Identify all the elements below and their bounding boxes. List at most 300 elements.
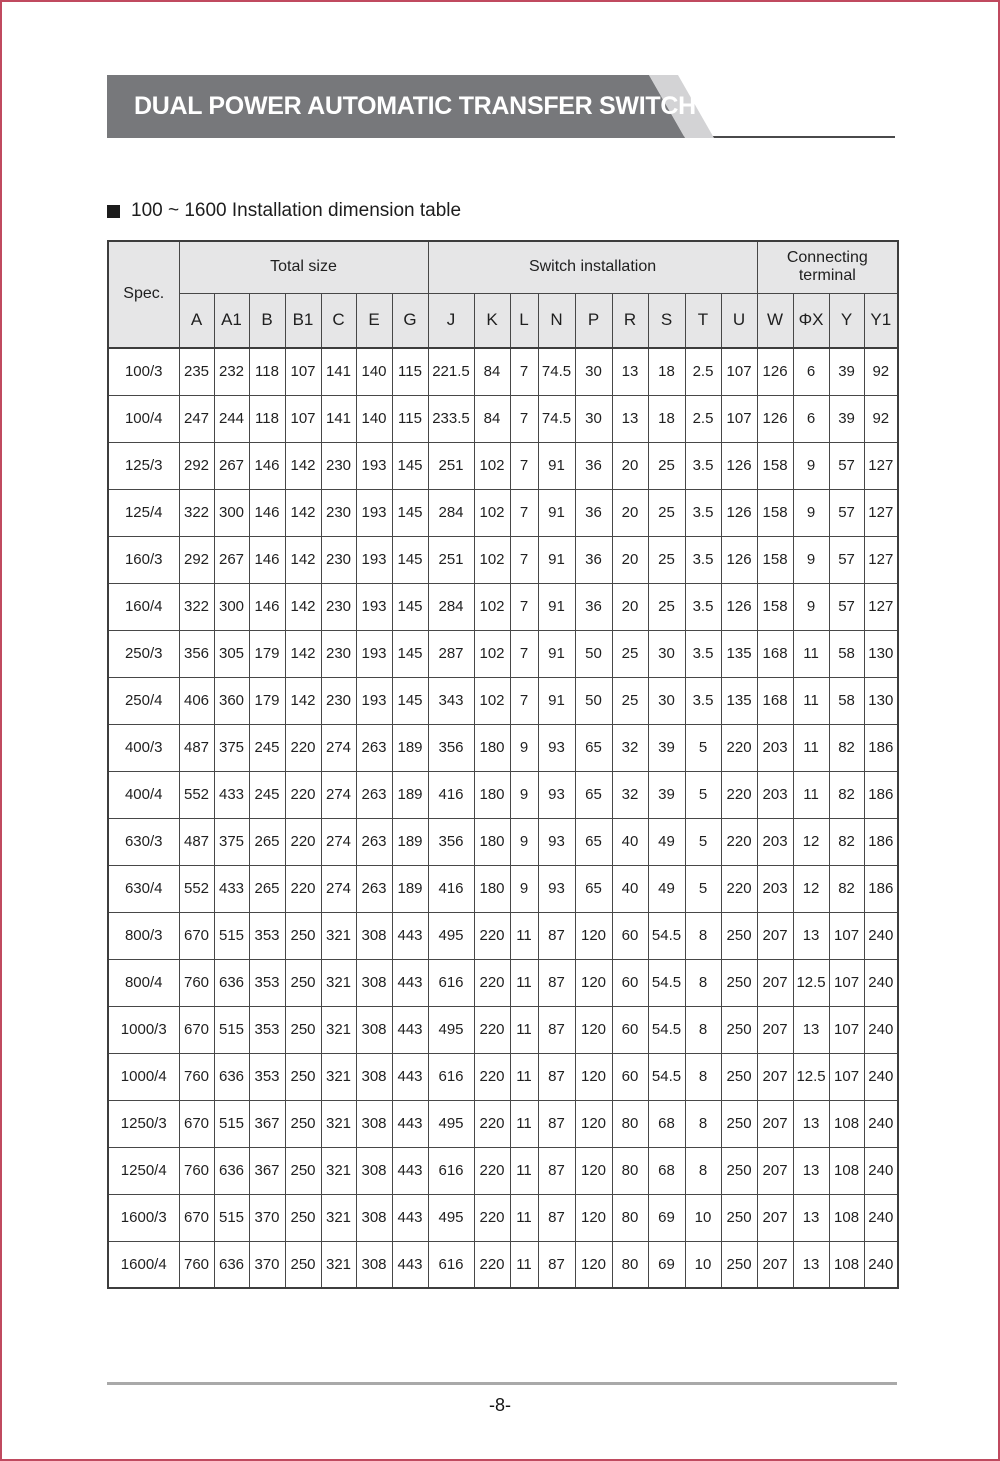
dimension-cell: 65 [575, 865, 612, 912]
spec-cell: 125/4 [108, 489, 179, 536]
dimension-cell: 179 [249, 677, 285, 724]
spec-cell: 100/3 [108, 348, 179, 395]
dimension-cell: 87 [538, 1053, 575, 1100]
dimension-cell: 30 [575, 348, 612, 395]
dimension-cell: 616 [428, 1053, 474, 1100]
dimension-cell: 300 [214, 583, 249, 630]
dimension-cell: 180 [474, 771, 510, 818]
column-header-φx: ΦX [793, 293, 829, 348]
dimension-cell: 250 [285, 1053, 321, 1100]
dimension-cell: 120 [575, 1194, 612, 1241]
dimension-cell: 250 [285, 1147, 321, 1194]
dimension-cell: 11 [793, 771, 829, 818]
column-header-k: K [474, 293, 510, 348]
table-row [108, 677, 898, 724]
dimension-cell: 321 [321, 1100, 356, 1147]
spec-cell: 160/4 [108, 583, 179, 630]
column-header-t: T [685, 293, 721, 348]
dimension-cell: 54.5 [648, 1053, 685, 1100]
dimension-cell: 203 [757, 724, 793, 771]
dimension-cell: 353 [249, 959, 285, 1006]
dimension-cell: 87 [538, 1006, 575, 1053]
dimension-cell: 274 [321, 771, 356, 818]
dimension-cell: 207 [757, 1241, 793, 1288]
table-header [108, 241, 898, 348]
dimension-cell: 91 [538, 442, 575, 489]
dimension-cell: 25 [612, 630, 648, 677]
spec-cell: 250/4 [108, 677, 179, 724]
dimension-cell: 308 [356, 1100, 392, 1147]
dimension-cell: 65 [575, 771, 612, 818]
dimension-cell: 235 [179, 348, 214, 395]
dimension-cell: 13 [793, 1194, 829, 1241]
dimension-cell: 2.5 [685, 348, 721, 395]
dimension-cell: 230 [321, 583, 356, 630]
installation-dimension-table [107, 240, 899, 1289]
dimension-cell: 220 [285, 865, 321, 912]
spec-cell: 400/3 [108, 724, 179, 771]
dimension-cell: 443 [392, 1100, 428, 1147]
dimension-cell: 126 [721, 489, 757, 536]
dimension-cell: 250 [721, 1241, 757, 1288]
dimension-cell: 6 [793, 395, 829, 442]
dimension-cell: 321 [321, 1006, 356, 1053]
dimension-cell: 3.5 [685, 630, 721, 677]
dimension-cell: 87 [538, 959, 575, 1006]
dimension-cell: 9 [510, 865, 538, 912]
dimension-cell: 416 [428, 771, 474, 818]
dimension-cell: 321 [321, 959, 356, 1006]
dimension-cell: 250 [285, 1194, 321, 1241]
dimension-cell: 11 [510, 1100, 538, 1147]
dimension-cell: 220 [474, 959, 510, 1006]
dimension-cell: 356 [179, 630, 214, 677]
column-header-l: L [510, 293, 538, 348]
dimension-cell: 32 [612, 771, 648, 818]
dimension-cell: 142 [285, 489, 321, 536]
dimension-cell: 118 [249, 348, 285, 395]
dimension-cell: 58 [829, 677, 864, 724]
dimension-cell: 274 [321, 865, 356, 912]
dimension-cell: 140 [356, 348, 392, 395]
dimension-cell: 353 [249, 1053, 285, 1100]
dimension-cell: 7 [510, 583, 538, 630]
dimension-cell: 636 [214, 1241, 249, 1288]
column-group-header-switch-installation: Switch installation [428, 241, 757, 293]
dimension-cell: 265 [249, 865, 285, 912]
dimension-cell: 87 [538, 912, 575, 959]
dimension-cell: 12.5 [793, 1053, 829, 1100]
dimension-cell: 193 [356, 677, 392, 724]
dimension-cell: 356 [428, 818, 474, 865]
dimension-cell: 36 [575, 489, 612, 536]
column-header-a1: A1 [214, 293, 249, 348]
table-row [108, 1241, 898, 1288]
column-header-b: B [249, 293, 285, 348]
dimension-cell: 7 [510, 677, 538, 724]
dimension-cell: 11 [510, 1241, 538, 1288]
dimension-cell: 180 [474, 818, 510, 865]
dimension-cell: 39 [829, 395, 864, 442]
dimension-cell: 443 [392, 1053, 428, 1100]
spec-cell: 800/4 [108, 959, 179, 1006]
dimension-cell: 9 [510, 818, 538, 865]
dimension-cell: 91 [538, 583, 575, 630]
dimension-cell: 443 [392, 1241, 428, 1288]
section-title: 100 ~ 1600 Installation dimension table [131, 200, 462, 221]
spec-cell: 1000/3 [108, 1006, 179, 1053]
dimension-cell: 13 [612, 348, 648, 395]
dimension-cell: 230 [321, 677, 356, 724]
dimension-cell: 321 [321, 1053, 356, 1100]
dimension-cell: 433 [214, 771, 249, 818]
column-header-s: S [648, 293, 685, 348]
dimension-cell: 102 [474, 536, 510, 583]
dimension-cell: 54.5 [648, 912, 685, 959]
dimension-cell: 141 [321, 395, 356, 442]
table-row [108, 1006, 898, 1053]
dimension-cell: 186 [864, 865, 898, 912]
dimension-cell: 220 [721, 771, 757, 818]
dimension-cell: 11 [793, 677, 829, 724]
dimension-cell: 636 [214, 1053, 249, 1100]
spec-cell: 1600/3 [108, 1194, 179, 1241]
dimension-cell: 92 [864, 348, 898, 395]
dimension-cell: 145 [392, 442, 428, 489]
dimension-cell: 515 [214, 1006, 249, 1053]
dimension-cell: 49 [648, 865, 685, 912]
dimension-cell: 32 [612, 724, 648, 771]
dimension-cell: 68 [648, 1147, 685, 1194]
dimension-cell: 40 [612, 818, 648, 865]
dimension-cell: 250 [721, 959, 757, 1006]
dimension-cell: 308 [356, 1006, 392, 1053]
dimension-cell: 91 [538, 489, 575, 536]
dimension-cell: 321 [321, 912, 356, 959]
dimension-cell: 220 [474, 1053, 510, 1100]
dimension-cell: 193 [356, 442, 392, 489]
dimension-cell: 220 [285, 771, 321, 818]
dimension-cell: 189 [392, 771, 428, 818]
dimension-cell: 189 [392, 865, 428, 912]
dimension-cell: 20 [612, 442, 648, 489]
dimension-cell: 240 [864, 1006, 898, 1053]
dimension-cell: 13 [793, 1147, 829, 1194]
dimension-cell: 65 [575, 724, 612, 771]
dimension-cell: 145 [392, 536, 428, 583]
dimension-cell: 93 [538, 771, 575, 818]
dimension-cell: 443 [392, 1147, 428, 1194]
dimension-cell: 39 [829, 348, 864, 395]
dimension-cell: 8 [685, 959, 721, 1006]
dimension-cell: 127 [864, 536, 898, 583]
dimension-cell: 322 [179, 489, 214, 536]
dimension-cell: 18 [648, 395, 685, 442]
dimension-cell: 250 [285, 912, 321, 959]
dimension-cell: 120 [575, 1006, 612, 1053]
dimension-cell: 13 [793, 1006, 829, 1053]
dimension-cell: 74.5 [538, 395, 575, 442]
dimension-cell: 142 [285, 583, 321, 630]
dimension-cell: 300 [214, 489, 249, 536]
dimension-cell: 189 [392, 818, 428, 865]
table-row [108, 724, 898, 771]
dimension-cell: 274 [321, 818, 356, 865]
dimension-cell: 82 [829, 771, 864, 818]
dimension-cell: 108 [829, 1100, 864, 1147]
dimension-cell: 305 [214, 630, 249, 677]
dimension-cell: 74.5 [538, 348, 575, 395]
dimension-cell: 370 [249, 1241, 285, 1288]
dimension-cell: 189 [392, 724, 428, 771]
dimension-cell: 108 [829, 1147, 864, 1194]
dimension-cell: 7 [510, 489, 538, 536]
dimension-cell: 250 [721, 1147, 757, 1194]
spec-cell: 400/4 [108, 771, 179, 818]
dimension-cell: 130 [864, 677, 898, 724]
dimension-cell: 127 [864, 583, 898, 630]
dimension-cell: 247 [179, 395, 214, 442]
dimension-cell: 186 [864, 818, 898, 865]
column-group-header-total-size: Total size [179, 241, 428, 293]
dimension-cell: 230 [321, 442, 356, 489]
dimension-cell: 670 [179, 1194, 214, 1241]
dimension-cell: 135 [721, 677, 757, 724]
dimension-cell: 142 [285, 677, 321, 724]
dimension-cell: 284 [428, 489, 474, 536]
dimension-cell: 11 [793, 724, 829, 771]
dimension-cell: 146 [249, 489, 285, 536]
dimension-cell: 87 [538, 1147, 575, 1194]
dimension-cell: 240 [864, 912, 898, 959]
dimension-cell: 433 [214, 865, 249, 912]
dimension-cell: 87 [538, 1241, 575, 1288]
dimension-cell: 142 [285, 442, 321, 489]
dimension-cell: 57 [829, 442, 864, 489]
dimension-cell: 220 [474, 1006, 510, 1053]
dimension-cell: 220 [721, 865, 757, 912]
dimension-cell: 126 [757, 395, 793, 442]
dimension-cell: 9 [793, 583, 829, 630]
dimension-cell: 68 [648, 1100, 685, 1147]
dimension-cell: 760 [179, 1147, 214, 1194]
column-header-r: R [612, 293, 648, 348]
dimension-cell: 10 [685, 1241, 721, 1288]
spec-cell: 1600/4 [108, 1241, 179, 1288]
dimension-cell: 120 [575, 959, 612, 1006]
dimension-cell: 284 [428, 583, 474, 630]
dimension-cell: 7 [510, 395, 538, 442]
dimension-cell: 7 [510, 630, 538, 677]
dimension-cell: 245 [249, 771, 285, 818]
dimension-cell: 140 [356, 395, 392, 442]
dimension-cell: 487 [179, 818, 214, 865]
dimension-cell: 406 [179, 677, 214, 724]
dimension-cell: 760 [179, 1053, 214, 1100]
dimension-cell: 416 [428, 865, 474, 912]
dimension-cell: 3.5 [685, 489, 721, 536]
dimension-cell: 267 [214, 536, 249, 583]
dimension-cell: 353 [249, 1006, 285, 1053]
column-group-header-connecting-terminal: Connecting terminal [757, 241, 898, 293]
dimension-cell: 11 [510, 912, 538, 959]
dimension-cell: 263 [356, 724, 392, 771]
dimension-cell: 158 [757, 442, 793, 489]
dimension-cell: 82 [829, 724, 864, 771]
dimension-cell: 80 [612, 1147, 648, 1194]
dimension-cell: 107 [285, 348, 321, 395]
column-header-e: E [356, 293, 392, 348]
dimension-cell: 146 [249, 536, 285, 583]
dimension-cell: 443 [392, 1006, 428, 1053]
dimension-cell: 107 [721, 395, 757, 442]
dimension-cell: 5 [685, 724, 721, 771]
dimension-cell: 120 [575, 912, 612, 959]
dimension-cell: 353 [249, 912, 285, 959]
dimension-cell: 168 [757, 677, 793, 724]
dimension-cell: 670 [179, 1100, 214, 1147]
dimension-cell: 10 [685, 1194, 721, 1241]
dimension-cell: 515 [214, 1100, 249, 1147]
dimension-cell: 370 [249, 1194, 285, 1241]
dimension-cell: 36 [575, 583, 612, 630]
dimension-cell: 84 [474, 348, 510, 395]
dimension-cell: 108 [829, 1194, 864, 1241]
dimension-cell: 552 [179, 771, 214, 818]
dimension-cell: 274 [321, 724, 356, 771]
dimension-cell: 107 [285, 395, 321, 442]
dimension-cell: 9 [510, 724, 538, 771]
dimension-cell: 251 [428, 536, 474, 583]
dimension-cell: 11 [510, 959, 538, 1006]
dimension-cell: 263 [356, 865, 392, 912]
dimension-cell: 616 [428, 1147, 474, 1194]
dimension-cell: 250 [721, 1194, 757, 1241]
dimension-cell: 54.5 [648, 1006, 685, 1053]
dimension-cell: 13 [793, 1100, 829, 1147]
table-row [108, 583, 898, 630]
dimension-cell: 82 [829, 818, 864, 865]
table-row [108, 348, 898, 395]
dimension-cell: 230 [321, 489, 356, 536]
spec-cell: 630/3 [108, 818, 179, 865]
dimension-cell: 207 [757, 912, 793, 959]
column-header-y: Y [829, 293, 864, 348]
dimension-cell: 321 [321, 1147, 356, 1194]
dimension-cell: 69 [648, 1241, 685, 1288]
dimension-cell: 120 [575, 1241, 612, 1288]
dimension-cell: 57 [829, 536, 864, 583]
dimension-cell: 367 [249, 1147, 285, 1194]
dimension-cell: 7 [510, 348, 538, 395]
dimension-cell: 145 [392, 583, 428, 630]
dimension-cell: 180 [474, 724, 510, 771]
dimension-cell: 11 [510, 1194, 538, 1241]
dimension-cell: 250 [721, 1053, 757, 1100]
dimension-cell: 3.5 [685, 442, 721, 489]
column-header-g: G [392, 293, 428, 348]
dimension-cell: 120 [575, 1100, 612, 1147]
table-row [108, 865, 898, 912]
dimension-cell: 670 [179, 912, 214, 959]
table-row [108, 630, 898, 677]
dimension-cell: 251 [428, 442, 474, 489]
dimension-cell: 250 [285, 959, 321, 1006]
dimension-cell: 250 [285, 1100, 321, 1147]
dimension-cell: 30 [575, 395, 612, 442]
spec-cell: 1000/4 [108, 1053, 179, 1100]
dimension-cell: 233.5 [428, 395, 474, 442]
dimension-cell: 87 [538, 1194, 575, 1241]
dimension-cell: 220 [474, 1241, 510, 1288]
dimension-cell: 25 [612, 677, 648, 724]
dimension-cell: 120 [575, 1053, 612, 1100]
dimension-cell: 115 [392, 395, 428, 442]
dimension-cell: 84 [474, 395, 510, 442]
dimension-cell: 495 [428, 1194, 474, 1241]
dimension-cell: 321 [321, 1194, 356, 1241]
dimension-cell: 5 [685, 771, 721, 818]
dimension-cell: 5 [685, 865, 721, 912]
dimension-cell: 265 [249, 818, 285, 865]
dimension-cell: 60 [612, 1053, 648, 1100]
dimension-cell: 30 [648, 630, 685, 677]
dimension-cell: 636 [214, 1147, 249, 1194]
dimension-cell: 127 [864, 442, 898, 489]
dimension-cell: 220 [474, 1194, 510, 1241]
table-row [108, 489, 898, 536]
dimension-cell: 616 [428, 959, 474, 1006]
dimension-cell: 107 [829, 1006, 864, 1053]
dimension-cell: 193 [356, 630, 392, 677]
dimension-cell: 82 [829, 865, 864, 912]
dimension-cell: 20 [612, 583, 648, 630]
dimension-cell: 13 [793, 1241, 829, 1288]
dimension-cell: 18 [648, 348, 685, 395]
dimension-cell: 240 [864, 1147, 898, 1194]
dimension-cell: 220 [474, 1147, 510, 1194]
dimension-cell: 118 [249, 395, 285, 442]
dimension-cell: 443 [392, 912, 428, 959]
dimension-cell: 142 [285, 536, 321, 583]
dimension-cell: 158 [757, 489, 793, 536]
dimension-cell: 11 [793, 630, 829, 677]
section-heading [107, 198, 461, 224]
dimension-cell: 65 [575, 818, 612, 865]
dimension-cell: 220 [721, 724, 757, 771]
dimension-cell: 375 [214, 724, 249, 771]
dimension-cell: 207 [757, 959, 793, 1006]
dimension-cell: 126 [721, 536, 757, 583]
dimension-cell: 146 [249, 442, 285, 489]
dimension-cell: 60 [612, 912, 648, 959]
dimension-cell: 308 [356, 1147, 392, 1194]
dimension-cell: 7 [510, 442, 538, 489]
dimension-cell: 263 [356, 771, 392, 818]
dimension-cell: 240 [864, 1241, 898, 1288]
dimension-cell: 13 [793, 912, 829, 959]
dimension-cell: 3.5 [685, 536, 721, 583]
dimension-cell: 36 [575, 442, 612, 489]
table-row [108, 1194, 898, 1241]
dimension-cell: 6 [793, 348, 829, 395]
dimension-cell: 126 [721, 442, 757, 489]
dimension-cell: 146 [249, 583, 285, 630]
dimension-cell: 168 [757, 630, 793, 677]
dimension-cell: 126 [721, 583, 757, 630]
spec-cell: 630/4 [108, 865, 179, 912]
dimension-cell: 343 [428, 677, 474, 724]
